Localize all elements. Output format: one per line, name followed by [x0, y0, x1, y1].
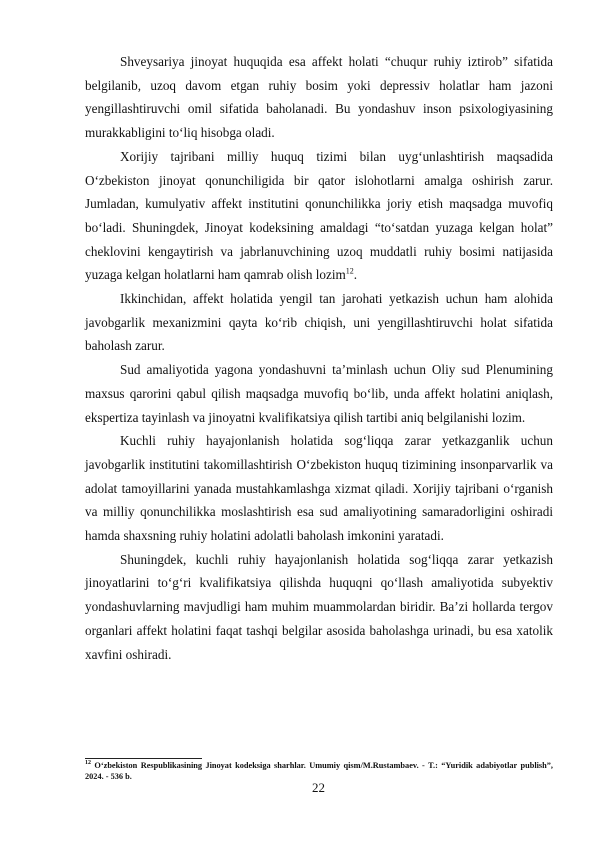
paragraph-6: Shuningdek, kuchli ruhiy hayajonlanish holatida sog‘liqqa zarar yetkazish jinoyatlarini to‘g‘ri kvalifikatsiya qilishda huquqni qo‘llash amaliyotida subyektiv yondashuvlarning mavjudligi ham muhim muammolardan biridir. Ba’zi hollarda tergov organlari affekt holatini faqat tashqi belgilar asosida baholashga urinadi, bu esa xatolik xavfini oshiradi.: [85, 551, 553, 662]
paragraph-2-end: .: [353, 267, 358, 283]
body-text: [85, 50, 553, 666]
footnote-reference[interactable]: 12: [345, 266, 354, 276]
footnote-number: 12: [85, 760, 91, 767]
footnote: [85, 761, 553, 782]
paragraph-1: Shveysariya jinoyat huquqida esa affekt holati “chuqur ruhiy iztirob” sifatida belgilanib, uzoq davom etgan ruhiy bosim yoki depressiv holatlar ham jazoni yengillashtiruvchi omil sifatida baholanadi. Bu yondashuv inson psixologiyasining murakkabligini to‘liq hisobga oladi.: [85, 54, 553, 141]
page-number: 22: [312, 780, 325, 795]
paragraph-4: Sud amaliyotida yagona yondashuvni ta’minlash uchun Oliy sud Plenumining maxsus qarorini qabul qilish maqsadga muvofiq bo‘lib, unda affekt holatini aniqlash, ekspertiza tayinlash va jinoyatni kvalifikatsiya qilish tartibi aniq belgilanishi lozim.: [85, 362, 553, 425]
paragraph-5: Kuchli ruhiy hayajonlanish holatida sog‘liqqa zarar yetkazganlik uchun javobgarlik institutini takomillashtirish O‘zbekiston huquq tizimining insonparvarlik va adolat tamoyillarini yanada mustahkamlashga xizmat qiladi. Xorijiy tajribani o‘rganish va milliy qonunchilikka moslashtirish esa sud amaliyotining samaradorligini oshiradi hamda shaxsning ruhiy holatini adolatli baholash imkonini yaratadi.: [85, 433, 553, 544]
paragraph-2-text: Xorijiy tajribani milliy huquq tizimi bilan uyg‘unlashtirish maqsadida O‘zbekiston jinoyat qonunchiligida bir qator islohotlarni amalga oshirish zarur. Jumladan, kumulyativ affekt institutini qonunchilikka joriy etish maqsadga muvofiq bo‘ladi. Shuningdek, Jinoyat kodeksining amaldagi “to‘satdan yuzaga kelgan holat” cheklovini kengaytirish va jabrlanuvchining uzoq muddatli ruhiy bosimi natijasida yuzaga kelgan holatlarni ham qamrab olish lozim: [85, 148, 553, 283]
paragraph-2: [85, 145, 553, 287]
paragraph-3: Ikkinchidan, affekt holatida yengil tan jarohati yetkazish uchun ham alohida javobgarlik mexanizmini qayta ko‘rib chiqish, uni yengillashtiruvchi holat sifatida baholash zarur.: [85, 291, 553, 354]
footnote-divider: [85, 758, 202, 759]
footnote-text: O‘zbekiston Respublikasining Jinoyat kodeksiga sharhlar. Umumiy qism/M.Rustambaev. - T.: “Yuridik adabiyotlar publish”, 2024. - 536 b.: [85, 761, 553, 781]
